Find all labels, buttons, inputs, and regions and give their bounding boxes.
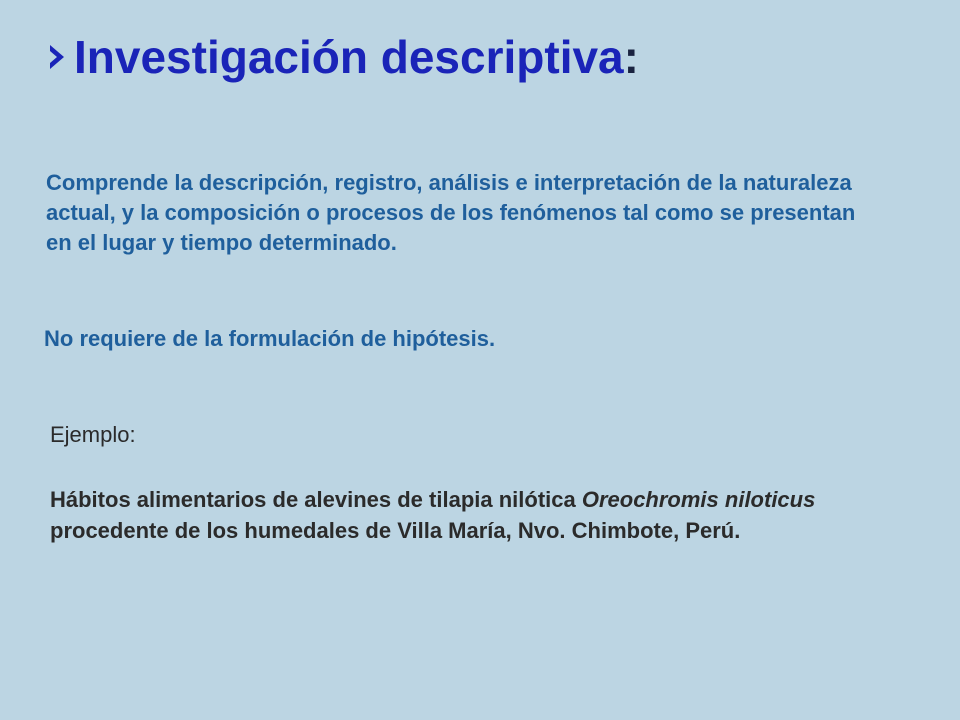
slide-title-row	[46, 30, 639, 84]
example-text	[50, 484, 890, 546]
example-text-part1: Hábitos alimentarios de alevines de tilapia nilótica	[50, 487, 582, 512]
arrow-bullet-icon	[46, 37, 68, 77]
hypothesis-note: No requiere de la formulación de hipótesis.	[44, 326, 496, 351]
species-name: Oreochromis niloticus	[581, 487, 816, 512]
example-label: Ejemplo:	[50, 422, 136, 447]
slide-title: Investigación descriptiva	[74, 31, 624, 83]
example-text-part2: procedente de los humedales de Villa María, Nvo. Chimbote, Perú.	[50, 518, 741, 543]
description-paragraph: Comprende la descripción, registro, análisis e interpretación de la naturaleza actual, y la composición o procesos de los fenómenos tal como se presentan en el lugar y tiempo determinado.	[46, 170, 856, 255]
slide-title-colon: :	[623, 31, 639, 83]
